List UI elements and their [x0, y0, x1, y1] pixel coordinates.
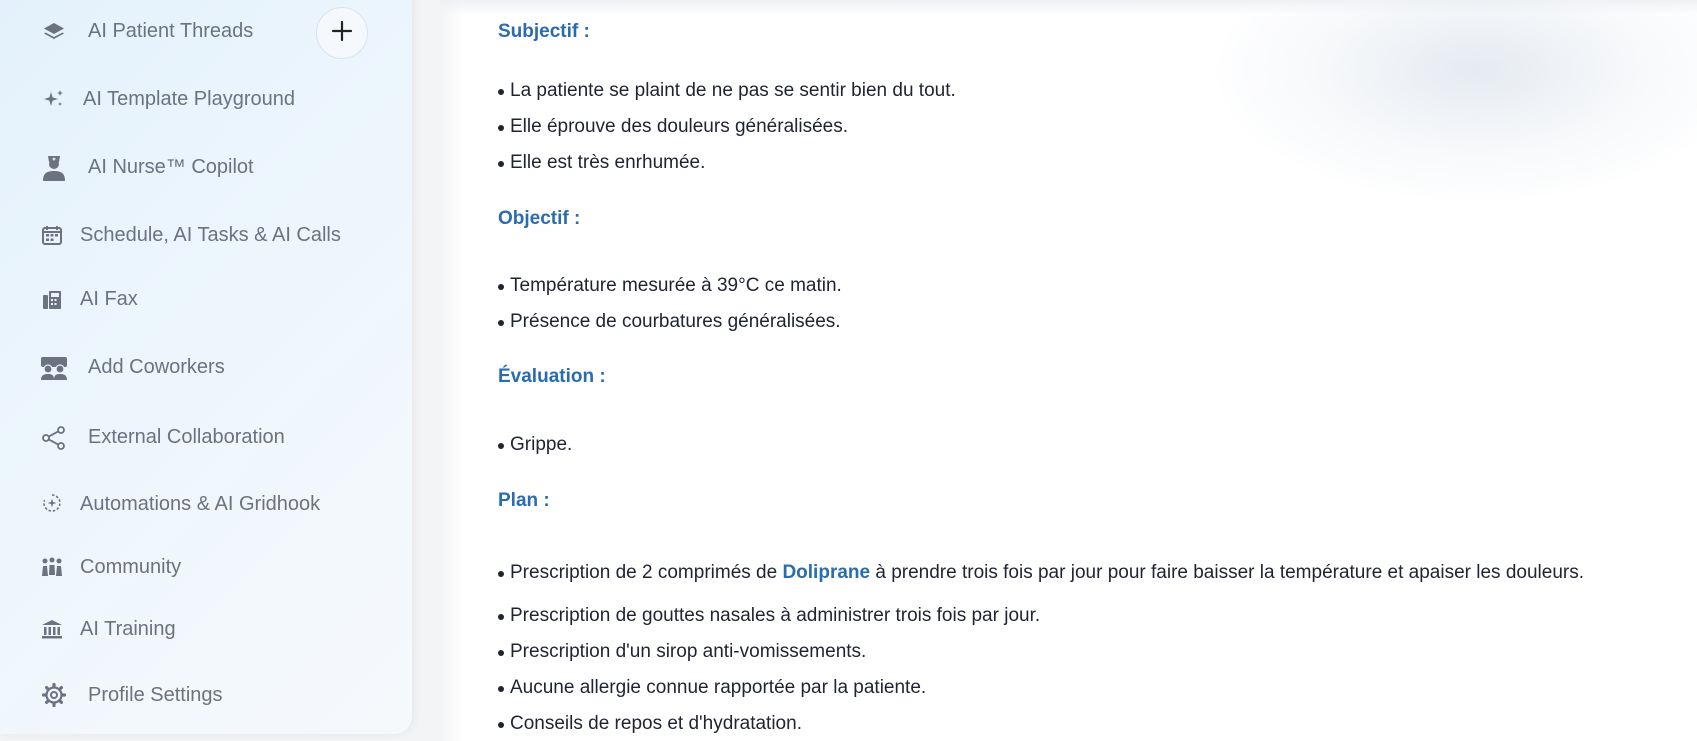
list-item: Elle est très enrhumée.: [510, 152, 706, 173]
section-title-plan: Plan :: [498, 490, 550, 511]
sidebar-item-label: External Collaboration: [88, 426, 285, 448]
list-item: Présence de courbatures généralisées.: [510, 311, 841, 332]
sidebar-item-schedule[interactable]: [0, 216, 380, 256]
list-item: [510, 562, 1584, 584]
sidebar-item-ai-template-playground[interactable]: [0, 80, 380, 120]
sidebar-item-label: Add Coworkers: [88, 356, 225, 378]
sidebar-item-automations[interactable]: [0, 485, 380, 525]
list-item: Grippe.: [510, 434, 573, 455]
note-panel: [440, 0, 1697, 741]
sidebar-item-external-collaboration[interactable]: [0, 418, 380, 458]
sidebar-item-label: Community: [80, 556, 182, 578]
sidebar-item-label: Schedule, AI Tasks & AI Calls: [80, 224, 341, 246]
section-title-objectif: Objectif :: [498, 208, 581, 229]
plus-icon: [331, 20, 353, 47]
coworkers-icon: [40, 354, 68, 382]
sidebar-item-label: AI Template Playground: [83, 88, 295, 110]
calendar-icon: [38, 221, 66, 249]
community-icon: [38, 553, 66, 581]
sidebar-item-ai-nurse-copilot[interactable]: [0, 148, 380, 188]
sidebar-item-profile-settings[interactable]: [0, 676, 380, 716]
fax-icon: [38, 286, 66, 314]
sidebar-item-ai-fax[interactable]: [0, 280, 380, 320]
drug-name: Doliprane: [782, 562, 871, 583]
sidebar-item-label: AI Training: [80, 618, 176, 640]
list-item: Prescription d'un sirop anti-vomissements.: [510, 641, 867, 662]
nurse-icon: [40, 154, 68, 182]
sidebar-item-ai-patient-threads[interactable]: [0, 12, 310, 52]
section-title-evaluation: Évaluation :: [498, 366, 606, 387]
list-item: La patiente se plaint de ne pas se sentir bien du tout.: [510, 80, 956, 101]
sidebar: [0, 0, 412, 734]
list-item: Conseils de repos et d'hydratation.: [510, 713, 802, 734]
layers-icon: [40, 18, 68, 46]
sidebar-item-community[interactable]: [0, 548, 380, 588]
sidebar-item-label: Profile Settings: [88, 684, 223, 706]
list-item: Elle éprouve des douleurs généralisées.: [510, 116, 848, 137]
list-item: Prescription de gouttes nasales à administrer trois fois par jour.: [510, 605, 1041, 626]
list-item-text: Prescription de 2 comprimés de: [510, 562, 783, 583]
list-item: Température mesurée à 39°C ce matin.: [510, 275, 842, 296]
add-thread-button[interactable]: [316, 7, 368, 59]
background-glow: [1217, 0, 1697, 200]
sidebar-item-ai-training[interactable]: [0, 610, 380, 650]
gear-icon: [40, 681, 68, 709]
sidebar-item-add-coworkers[interactable]: [0, 348, 380, 388]
sidebar-item-label: AI Patient Threads: [88, 20, 254, 42]
list-item-text: à prendre trois fois par jour pour faire baisser la température et apaiser les douleurs.: [870, 562, 1584, 583]
sidebar-item-label: AI Fax: [80, 288, 138, 310]
automation-icon: [38, 489, 66, 517]
share-icon: [40, 424, 68, 452]
sidebar-item-label: Automations & AI Gridhook: [80, 493, 321, 515]
sparkles-icon: [40, 86, 68, 114]
sidebar-item-label: AI Nurse™ Copilot: [88, 156, 254, 178]
list-item: Aucune allergie connue rapportée par la patiente.: [510, 677, 927, 698]
bank-icon: [38, 615, 66, 643]
section-title-subjectif: Subjectif :: [498, 21, 590, 42]
